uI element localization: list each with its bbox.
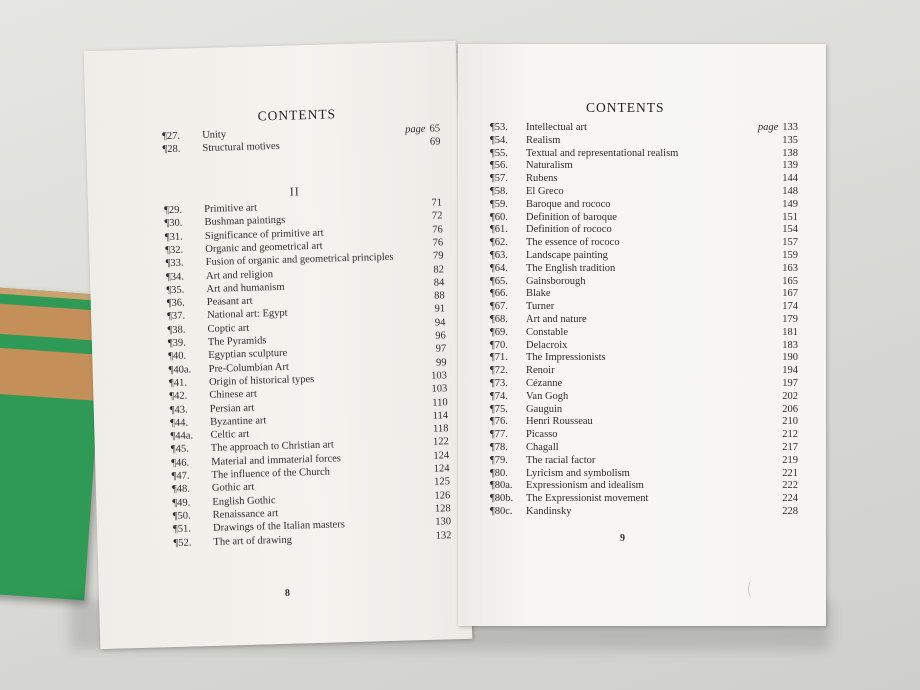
toc-marker: ¶54. <box>490 134 508 146</box>
toc-title: Intellectual art <box>526 122 587 133</box>
page-number-value: 159 <box>782 250 798 261</box>
section-heading: II <box>289 184 300 199</box>
toc-page-number <box>782 173 798 184</box>
toc-page-number <box>782 135 798 146</box>
toc-marker: ¶37. <box>167 310 186 323</box>
toc-marker: ¶53. <box>490 122 508 133</box>
page-number-value: 126 <box>434 489 451 502</box>
page-number-value: 72 <box>431 210 443 222</box>
toc-title: Van Gogh <box>526 390 569 402</box>
toc-row <box>458 442 826 455</box>
page-number-value: 165 <box>782 275 798 287</box>
page-number-value: 82 <box>433 263 445 276</box>
toc-title: Significance of primitive art <box>204 227 324 242</box>
page-number-value: 76 <box>432 223 443 236</box>
toc-marker: ¶45. <box>170 443 189 456</box>
toc-title: Gothic art <box>211 482 255 495</box>
toc-row <box>458 301 826 314</box>
toc-marker: ¶60. <box>490 211 508 223</box>
toc-marker: ¶79. <box>490 454 508 466</box>
toc-row <box>458 160 826 173</box>
toc-page-number <box>435 530 451 541</box>
page-number-value: 132 <box>435 529 452 542</box>
toc-title: Naturalism <box>526 160 573 172</box>
toc-page-number <box>782 365 798 376</box>
toc-page-number <box>782 468 798 479</box>
toc-page-number <box>782 148 798 159</box>
toc-marker: ¶28. <box>162 143 181 156</box>
toc-page-number <box>405 123 440 135</box>
toc-page-number <box>434 477 450 488</box>
toc-row <box>458 276 826 289</box>
toc-row <box>458 314 826 327</box>
toc-title: Gauguin <box>526 403 563 415</box>
toc-page-number <box>436 357 447 368</box>
page-prefix: page <box>404 123 426 136</box>
toc-page-number <box>782 506 798 517</box>
toc-page-number <box>782 276 798 287</box>
toc-title: The influence of the Church <box>211 466 331 481</box>
toc-row <box>458 212 826 225</box>
toc-title: Baroque and rococo <box>526 198 611 210</box>
toc-marker: ¶76. <box>490 416 508 428</box>
paper-crease-mark <box>748 580 757 598</box>
page-number-value: 91 <box>434 303 446 316</box>
toc-row <box>458 429 826 442</box>
toc-marker: ¶40a. <box>168 364 192 376</box>
toc-marker: ¶51. <box>172 523 192 536</box>
left-page <box>84 41 473 649</box>
toc-marker: ¶39. <box>167 337 186 350</box>
toc-title: Realism <box>526 134 561 146</box>
toc-marker: ¶70. <box>490 339 508 351</box>
toc-row <box>458 391 826 404</box>
toc-marker: ¶59. <box>490 198 508 210</box>
toc-marker: ¶47. <box>171 470 190 483</box>
page-number-value: 181 <box>782 326 798 338</box>
toc-row <box>458 455 826 468</box>
page-number-value: 71 <box>431 197 443 209</box>
page-number-value: 96 <box>435 330 446 342</box>
toc-title: The English tradition <box>526 262 616 274</box>
toc-title: Definition of baroque <box>526 211 617 223</box>
page-number-value: 76 <box>432 237 444 249</box>
page-number-value: 118 <box>432 423 449 435</box>
page-number-value: 222 <box>782 480 798 492</box>
toc-page-number <box>436 344 447 355</box>
page-number-value: 190 <box>782 352 798 364</box>
toc-title: Rubens <box>526 173 558 185</box>
toc-row <box>458 263 826 276</box>
toc-page-number <box>434 490 450 501</box>
page-number-value: 88 <box>434 290 445 302</box>
page-prefix: page <box>757 122 779 133</box>
toc-page-number <box>435 503 451 514</box>
toc-page-number <box>433 410 449 421</box>
toc-page-number <box>433 251 444 262</box>
page-number-value: 228 <box>782 506 798 517</box>
page-number-value: 103 <box>431 370 448 382</box>
toc-title: National art: Egypt <box>207 308 288 322</box>
toc-title: Renaissance art <box>212 507 279 521</box>
toc-title: Primitive art <box>204 202 258 216</box>
toc-row <box>458 173 826 186</box>
toc-marker: ¶68. <box>490 314 508 325</box>
toc-title: The approach to Christian art <box>210 439 335 455</box>
page-number-value: 97 <box>435 343 447 355</box>
toc-row <box>458 352 826 365</box>
toc-page-number <box>431 197 442 208</box>
toc-title: Bushman paintings <box>204 215 286 229</box>
page-number-value: 110 <box>432 396 448 409</box>
toc-marker: ¶44a. <box>170 430 194 443</box>
page-number-value: 154 <box>782 224 798 236</box>
toc-row <box>458 468 826 481</box>
toc-title: Turner <box>526 301 555 313</box>
page-number-value: 174 <box>782 301 798 313</box>
toc-page-number <box>782 404 798 415</box>
toc-page-number <box>782 212 798 223</box>
page-number-value: 210 <box>782 416 798 428</box>
right-page <box>458 44 826 626</box>
toc-page-number <box>431 370 447 381</box>
page-number-value: 138 <box>782 147 798 159</box>
toc-title: Coptic art <box>207 322 250 335</box>
page-number-value: 167 <box>782 288 798 300</box>
toc-page-number <box>434 463 450 474</box>
toc-title: Organic and geometrical art <box>205 240 323 255</box>
page-number-value: 206 <box>782 403 798 415</box>
right-page-heading: CONTENTS <box>586 100 665 115</box>
page-number-value: 133 <box>782 122 798 133</box>
toc-title: Byzantine art <box>209 415 267 428</box>
toc-page-number <box>782 493 798 504</box>
toc-marker: ¶46. <box>171 457 190 469</box>
toc-page-number <box>782 250 798 261</box>
toc-marker: ¶36. <box>166 297 185 310</box>
toc-page-number <box>432 224 443 235</box>
toc-marker: ¶71. <box>490 352 508 364</box>
toc-page-number <box>782 199 798 210</box>
page-number-value: 125 <box>433 476 451 488</box>
left-page-folio: 8 <box>284 587 291 599</box>
toc-title: Cézanne <box>526 378 563 389</box>
toc-page-number <box>782 263 798 274</box>
toc-page-number <box>782 378 798 389</box>
toc-row <box>458 237 826 250</box>
toc-page-number <box>782 429 798 440</box>
page-number-value: 224 <box>782 493 798 505</box>
page-number-value: 221 <box>782 467 798 479</box>
toc-row <box>458 404 826 417</box>
toc-page-number <box>431 383 447 394</box>
toc-row <box>458 122 826 135</box>
toc-title: Structural motives <box>202 140 280 155</box>
toc-marker: ¶50. <box>172 510 191 522</box>
page-number-value: 212 <box>782 429 798 441</box>
toc-marker: ¶42. <box>169 390 188 403</box>
toc-page-number <box>435 330 446 341</box>
toc-marker: ¶69. <box>490 326 508 338</box>
toc-title: Blake <box>526 288 551 300</box>
toc-title: Henri Rousseau <box>526 416 593 428</box>
toc-title: Landscape painting <box>526 250 608 261</box>
toc-row <box>458 199 826 212</box>
toc-page-number <box>782 186 798 197</box>
toc-title: Gainsborough <box>526 275 586 287</box>
toc-page-number <box>758 122 798 133</box>
toc-row <box>458 416 826 429</box>
toc-title: Persian art <box>209 402 255 415</box>
toc-marker: ¶63. <box>490 250 508 261</box>
page-number-value: 179 <box>782 314 798 325</box>
toc-marker: ¶75. <box>490 403 508 415</box>
page-number-value: 114 <box>432 410 449 422</box>
page-number-value: 124 <box>433 449 450 462</box>
toc-row <box>458 378 826 391</box>
toc-row <box>458 224 826 237</box>
page-number-value: 65 <box>429 123 441 135</box>
toc-title: Art and nature <box>526 314 587 325</box>
toc-marker: ¶30. <box>164 217 183 230</box>
page-number-value: 163 <box>782 262 798 274</box>
toc-title: The essence of rococo <box>526 237 620 249</box>
toc-title: The art of drawing <box>213 534 293 548</box>
toc-marker: ¶78. <box>490 442 508 453</box>
toc-row <box>458 480 826 493</box>
toc-marker: ¶44. <box>169 417 189 429</box>
toc-marker: ¶35. <box>166 284 185 296</box>
toc-title: Art and humanism <box>206 281 285 295</box>
toc-marker: ¶48. <box>171 483 191 496</box>
toc-page-number <box>430 136 441 147</box>
toc-page-number <box>434 277 445 288</box>
toc-title: Peasant art <box>206 295 253 309</box>
toc-marker: ¶29. <box>164 204 183 217</box>
toc-page-number <box>432 397 448 408</box>
toc-page-number <box>782 340 798 351</box>
toc-row <box>458 148 826 161</box>
toc-row <box>458 506 826 519</box>
page-number-value: 139 <box>782 160 798 172</box>
toc-page-number <box>432 211 443 222</box>
toc-title: The Pyramids <box>207 335 267 348</box>
toc-title: Origin of historical types <box>208 373 315 388</box>
toc-marker: ¶74. <box>490 390 508 402</box>
page-number-value: 94 <box>434 317 446 329</box>
page-number-value: 84 <box>433 277 445 289</box>
toc-title: Expressionism and idealism <box>526 480 644 492</box>
page-number-value: 151 <box>782 211 798 223</box>
toc-title: Pre-Columbian Art <box>208 361 289 375</box>
toc-title: Unity <box>201 129 227 142</box>
page-number-value: 103 <box>431 383 448 395</box>
toc-title: Fusion of organic and geometrical principles <box>205 251 394 269</box>
toc-title: Delacroix <box>526 339 568 351</box>
toc-marker: ¶80c. <box>490 506 513 517</box>
toc-title: The Expressionist movement <box>526 493 649 505</box>
toc-page-number <box>782 352 798 363</box>
toc-marker: ¶72. <box>490 365 508 377</box>
toc-marker: ¶41. <box>168 377 188 389</box>
toc-page-number <box>782 416 798 427</box>
toc-page-number <box>434 290 445 301</box>
toc-page-number <box>434 304 445 315</box>
toc-page-number <box>433 237 444 248</box>
toc-title: Chagall <box>526 442 559 453</box>
toc-marker: ¶80. <box>490 467 508 479</box>
page-number-value: 157 <box>782 237 798 249</box>
page-number-value: 124 <box>433 463 450 475</box>
right-page-folio: 9 <box>620 533 625 544</box>
toc-marker: ¶80a. <box>490 480 513 492</box>
toc-title: Material and immaterial forces <box>211 452 342 468</box>
toc-marker: ¶77. <box>490 429 508 441</box>
toc-title: Lyricism and symbolism <box>526 467 630 479</box>
page-number-value: 149 <box>782 198 798 210</box>
page-number-value: 219 <box>782 454 798 466</box>
toc-marker: ¶61. <box>490 224 508 236</box>
toc-title: Picasso <box>526 429 558 441</box>
toc-row <box>458 340 826 353</box>
toc-title: Textual and representational realism <box>526 147 679 159</box>
toc-page-number <box>782 327 798 338</box>
toc-page-number <box>433 264 444 275</box>
toc-title: Chinese art <box>209 388 258 402</box>
toc-title: The racial factor <box>526 454 596 466</box>
toc-page-number <box>782 237 798 248</box>
toc-page-number <box>782 442 798 453</box>
toc-page-number <box>782 288 798 299</box>
toc-row <box>458 365 826 378</box>
toc-row <box>458 135 826 148</box>
toc-marker: ¶58. <box>490 186 508 197</box>
toc-marker: ¶73. <box>490 378 508 389</box>
toc-title: Celtic art <box>210 428 250 442</box>
toc-marker: ¶57. <box>490 173 508 185</box>
toc-marker: ¶80b. <box>490 493 514 505</box>
page-number-value: 197 <box>782 378 798 389</box>
toc-marker: ¶32. <box>165 244 184 256</box>
toc-marker: ¶52. <box>173 536 192 549</box>
toc-title: The Impressionists <box>526 352 606 364</box>
toc-page-number <box>433 437 449 448</box>
toc-marker: ¶40. <box>168 350 187 363</box>
page-number-value: 99 <box>435 356 447 369</box>
toc-page-number <box>433 450 449 461</box>
page-number-value: 217 <box>782 442 798 453</box>
toc-marker: ¶55. <box>490 147 508 159</box>
toc-marker: ¶31. <box>164 231 183 243</box>
toc-marker: ¶38. <box>167 324 186 336</box>
toc-row <box>458 327 826 340</box>
toc-marker: ¶43. <box>169 404 188 416</box>
toc-page-number <box>782 301 798 312</box>
toc-row <box>458 186 826 199</box>
toc-marker: ¶62. <box>490 237 508 249</box>
toc-page-number <box>782 160 798 171</box>
page-number-value: 122 <box>432 436 449 449</box>
toc-marker: ¶33. <box>165 257 184 270</box>
page-number-value: 144 <box>782 173 798 185</box>
page-number-value: 135 <box>782 134 798 146</box>
toc-page-number <box>782 480 798 491</box>
toc-title: Kandinsky <box>526 506 572 517</box>
toc-marker: ¶56. <box>490 160 508 172</box>
page-number-value: 130 <box>435 516 452 528</box>
toc-page-number <box>782 314 798 325</box>
toc-marker: ¶67. <box>490 301 508 313</box>
toc-page-number <box>782 391 798 402</box>
toc-marker: ¶64. <box>490 262 508 274</box>
toc-title: Renoir <box>526 365 555 377</box>
page-number-value: 69 <box>429 136 441 148</box>
page-number-value: 202 <box>782 390 798 402</box>
toc-row <box>458 493 826 506</box>
toc-page-number <box>782 224 798 235</box>
toc-page-number <box>433 423 449 434</box>
toc-marker: ¶49. <box>172 497 191 509</box>
page-number-value: 194 <box>782 365 798 377</box>
toc-title: Definition of rococo <box>526 224 612 236</box>
toc-page-number <box>435 516 451 527</box>
toc-title: El Greco <box>526 186 564 197</box>
toc-row <box>458 250 826 263</box>
toc-title: Drawings of the Italian masters <box>212 519 345 535</box>
page-number-value: 79 <box>432 250 444 262</box>
page-number-value: 128 <box>434 503 451 515</box>
toc-title: Egyptian sculpture <box>208 348 288 362</box>
toc-page-number <box>435 317 446 328</box>
toc-title: Art and religion <box>205 268 274 282</box>
toc-row <box>458 288 826 301</box>
toc-marker: ¶66. <box>490 288 508 300</box>
toc-marker: ¶65. <box>490 275 508 287</box>
toc-marker: ¶34. <box>165 271 185 283</box>
toc-page-number <box>782 455 798 466</box>
page-number-value: 148 <box>782 186 798 197</box>
toc-title: Constable <box>526 326 568 338</box>
left-page-heading: CONTENTS <box>257 106 337 124</box>
toc-marker: ¶27. <box>161 130 181 143</box>
page-number-value: 183 <box>782 339 798 351</box>
toc-title: English Gothic <box>212 494 276 508</box>
